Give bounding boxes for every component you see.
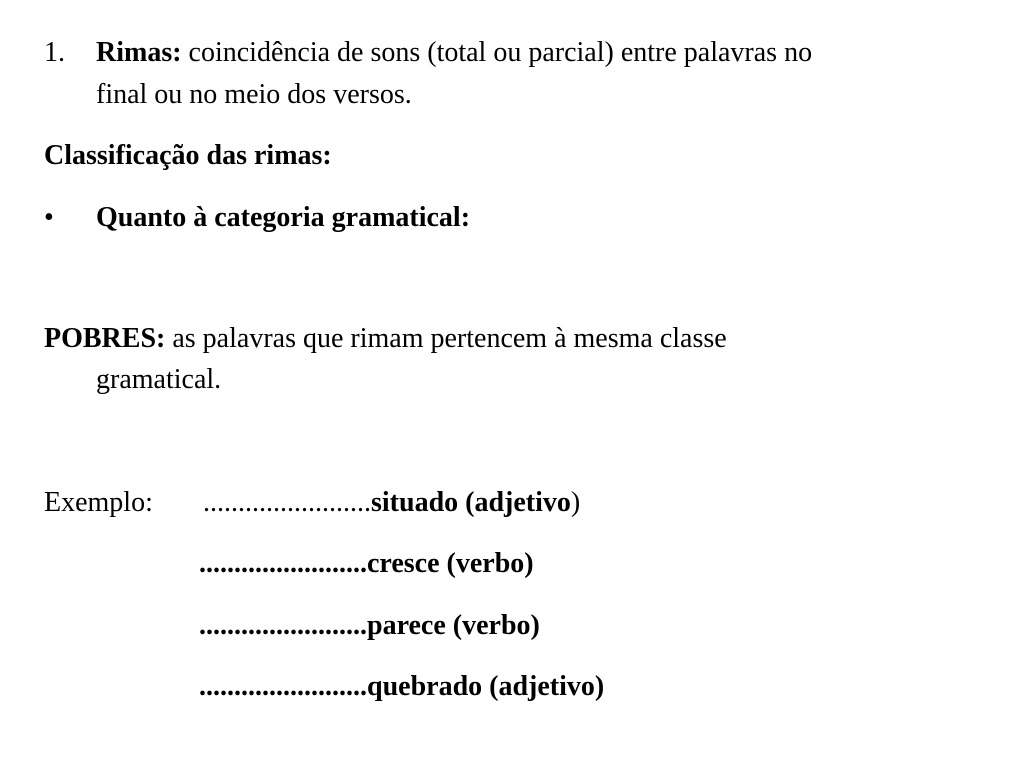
rimas-term: Rimas: xyxy=(96,37,182,68)
example-dots: ........................ xyxy=(199,610,367,641)
pobres-term: POBRES: xyxy=(44,323,166,354)
classification-heading: Classificação das rimas: xyxy=(44,140,332,171)
pobres-definition-text: as palavras que rimam pertencem à mesma classe xyxy=(165,323,727,354)
example-row xyxy=(203,487,580,519)
pobres-definition-line-1 xyxy=(44,323,727,355)
category-heading: Quanto à categoria gramatical: xyxy=(96,202,471,233)
example-word: parece (verbo) xyxy=(367,610,540,641)
example-word: quebrado (adjetivo) xyxy=(367,671,605,702)
example-dots: ........................ xyxy=(203,487,371,518)
rimas-definition-line-1 xyxy=(96,37,812,69)
rimas-definition-line-2: final ou no meio dos versos. xyxy=(96,79,412,110)
example-word: cresce (verbo) xyxy=(367,548,534,579)
example-row xyxy=(199,548,534,580)
example-label: Exemplo: xyxy=(44,487,153,518)
example-row xyxy=(199,671,604,703)
pobres-definition-line-2: gramatical. xyxy=(96,364,222,395)
example-row xyxy=(199,610,540,642)
rimas-definition-text: coincidência de sons (total ou parcial) entre palavras no xyxy=(181,37,813,68)
example-dots: ........................ xyxy=(199,671,367,702)
example-word: situado (adjetivo xyxy=(371,487,571,518)
bullet-icon: • xyxy=(44,202,54,233)
example-close-paren: ) xyxy=(570,487,581,518)
item-number: 1. xyxy=(44,37,65,68)
example-dots: ........................ xyxy=(199,548,367,579)
